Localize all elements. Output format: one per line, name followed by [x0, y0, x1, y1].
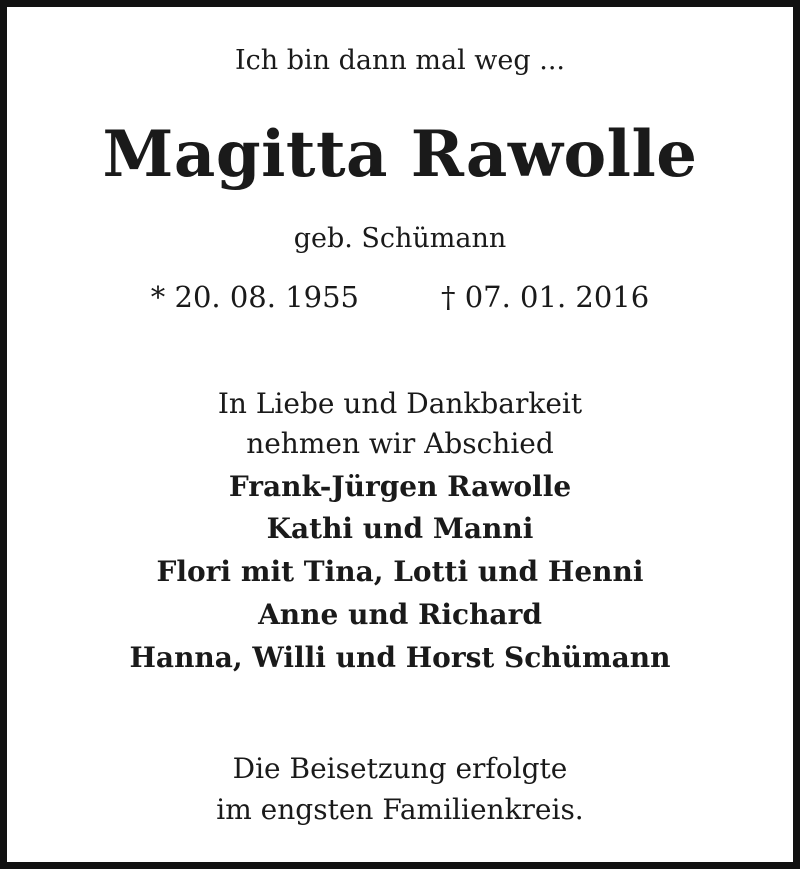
birth-date: * 20. 08. 1955: [150, 280, 359, 314]
mourner-name: Anne und Richard: [258, 598, 542, 631]
mourner-name: Kathi und Manni: [266, 512, 534, 545]
funeral-note: im engsten Familienkreis.: [216, 793, 584, 826]
mourner-name: Hanna, Willi und Horst Schümann: [129, 641, 671, 674]
life-dates: [7, 280, 793, 314]
death-date: † 07. 01. 2016: [441, 280, 650, 314]
birth-name: geb. Schümann: [293, 223, 507, 254]
mourner-name: Frank-Jürgen Rawolle: [228, 470, 572, 503]
funeral-note: Die Beisetzung erfolgte: [232, 752, 568, 785]
farewell-line: nehmen wir Abschied: [246, 427, 554, 460]
motto-line: Ich bin dann mal weg ...: [234, 45, 565, 76]
farewell-line: In Liebe und Dankbarkeit: [217, 387, 583, 420]
mourner-name: Flori mit Tina, Lotti und Henni: [156, 555, 644, 588]
deceased-name: Magitta Rawolle: [102, 117, 698, 192]
